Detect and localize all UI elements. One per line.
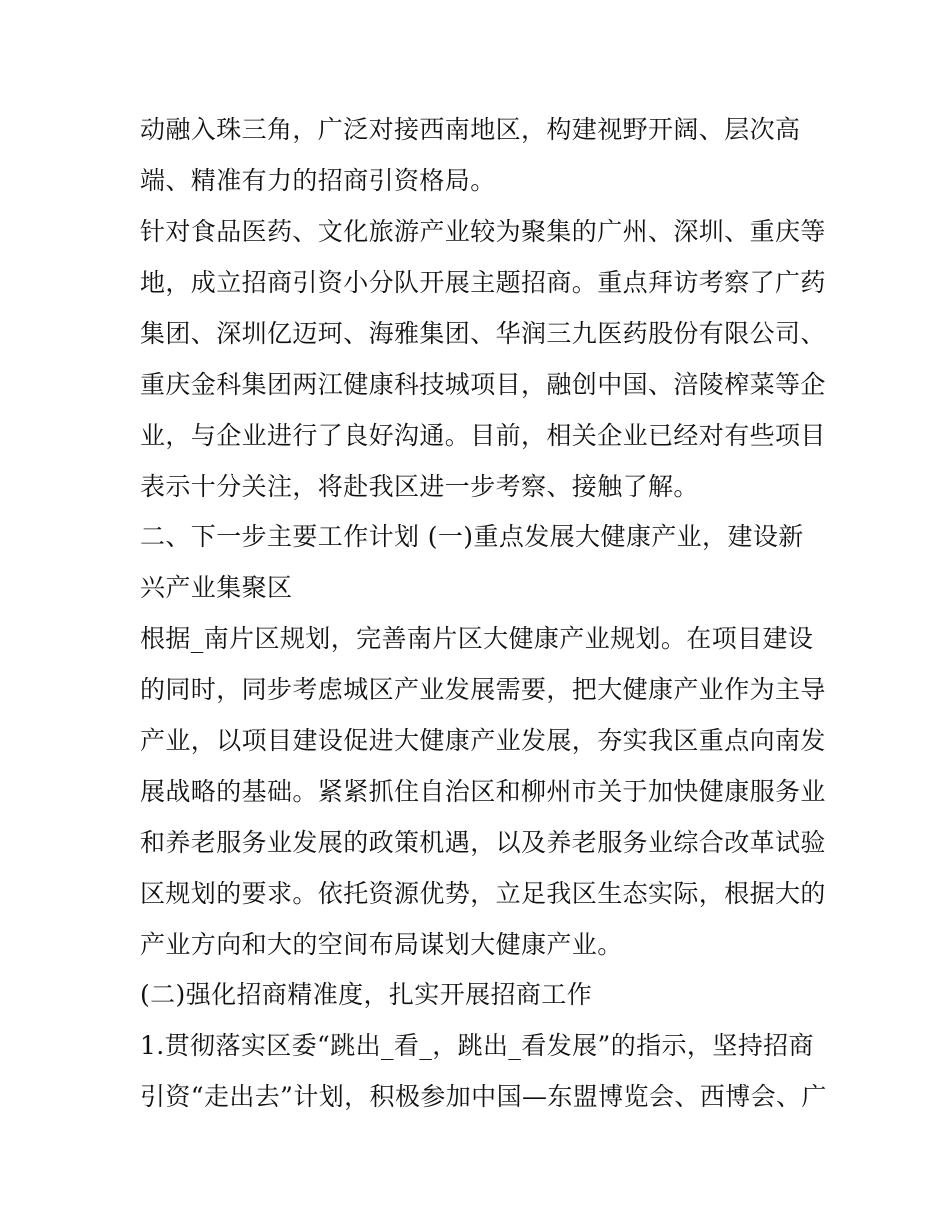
text-line: 区规划的要求。依托资源优势，立足我区生态实际，根据大的 (140, 879, 826, 908)
text-line: 展战略的基础。紧紧抓住自治区和柳州市关于加快健康服务业 (140, 777, 826, 806)
text-line: 动融入珠三角，广泛对接西南地区，构建视野开阔、层次高 (140, 115, 801, 144)
text-line: 业，与企业进行了良好沟通。目前，相关企业已经对有些项目 (140, 421, 826, 450)
subsection-heading: (二)强化招商精准度，扎实开展招商工作 (140, 980, 593, 1009)
text-line: 针对食品医药、文化旅游产业较为聚集的广州、深圳、重庆等 (140, 217, 826, 246)
text-line: 1.贯彻落实区委“跳出_看_，跳出_看发展”的指示，坚持招商 (140, 1031, 814, 1060)
section-heading: 二、下一步主要工作计划 (一)重点发展大健康产业，建设新 (140, 522, 804, 551)
section-heading: 兴产业集聚区 (140, 573, 293, 602)
text-line: 端、精准有力的招商引资格局。 (140, 166, 496, 195)
text-line: 根据_南片区规划，完善南片区大健康产业规划。在项目建设 (140, 624, 814, 653)
text-line: 表示十分关注，将赴我区进一步考察、接触了解。 (140, 472, 699, 501)
text-line: 地，成立招商引资小分队开展主题招商。重点拜访考察了广药 (140, 268, 826, 297)
text-line: 重庆金科集团两江健康科技城项目，融创中国、涪陵榨菜等企 (140, 370, 826, 399)
text-line: 产业，以项目建设促进大健康产业发展，夯实我区重点向南发 (140, 726, 826, 755)
text-line: 引资“走出去”计划，积极参加中国—东盟博览会、西博会、广 (140, 1082, 827, 1111)
text-line: 的同时，同步考虑城区产业发展需要，把大健康产业作为主导 (140, 675, 826, 704)
text-line: 和养老服务业发展的政策机遇，以及养老服务业综合改革试验 (140, 828, 826, 857)
text-line: 集团、深圳亿迈珂、海雅集团、华润三九医药股份有限公司、 (140, 319, 826, 348)
text-line: 产业方向和大的空间布局谋划大健康产业。 (140, 930, 623, 959)
